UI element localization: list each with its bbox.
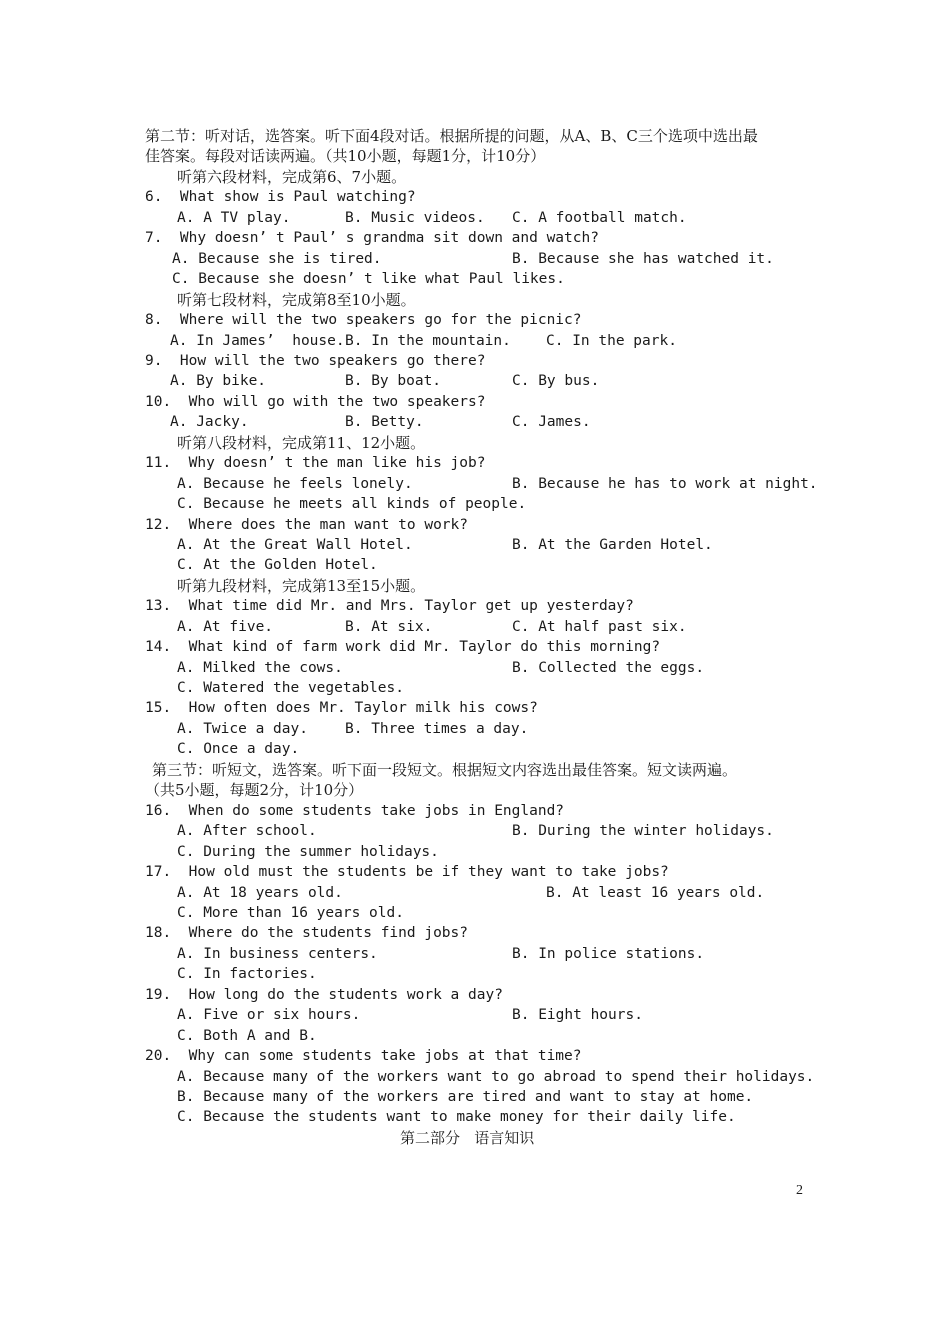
- q10-option-c: C. James.: [512, 414, 591, 430]
- q19-option-a: A. Five or six hours.: [177, 1007, 361, 1023]
- q7-option-b: B. Because she has watched it.: [512, 251, 774, 267]
- q10-option-b: B. Betty.: [345, 414, 424, 430]
- material-7-heading: 听第七段材料，完成第8至10小题。: [177, 291, 416, 309]
- q9-option-a: A. By bike.: [170, 373, 267, 389]
- question-7: 7. Why doesn’ t Paul’ s grandma sit down and watch?: [145, 230, 599, 246]
- q19-option-b: B. Eight hours.: [512, 1007, 643, 1023]
- q14-option-c: C. Watered the vegetables.: [177, 680, 404, 696]
- q20-option-c: C. Because the students want to make money for their daily life.: [177, 1109, 736, 1125]
- q6-option-b: B. Music videos.: [345, 210, 485, 226]
- q11-option-c: C. Because he meets all kinds of people.: [177, 496, 527, 512]
- q15-option-c: C. Once a day.: [177, 741, 300, 757]
- page-number: 2: [796, 1183, 803, 1198]
- q17-option-a: A. At 18 years old.: [177, 885, 343, 901]
- q19-option-c: C. Both A and B.: [177, 1028, 317, 1044]
- section3-instruction-line1: 第三节：听短文，选答案。听下面一段短文。根据短文内容选出最佳答案。短文读两遍。: [152, 761, 738, 779]
- section2-instruction-line2: 佳答案。每段对话读两遍。（共10小题，每题1分，计10分）: [145, 147, 546, 165]
- part2-heading: 第二部分 语言知识: [400, 1129, 535, 1147]
- question-11: 11. Why doesn’ t the man like his job?: [145, 455, 486, 471]
- material-9-heading: 听第九段材料，完成第13至15小题。: [177, 577, 426, 595]
- section2-instruction-line1: 第二节：听对话，选答案。听下面4段对话。根据所提的问题，从A、B、C三个选项中选出最: [145, 127, 758, 145]
- question-15: 15. How often does Mr. Taylor milk his cows?: [145, 700, 538, 716]
- q14-option-b: B. Collected the eggs.: [512, 660, 705, 676]
- q9-option-c: C. By bus.: [512, 373, 600, 389]
- q18-option-b: B. In police stations.: [512, 946, 705, 962]
- q7-option-c: C. Because she doesn’ t like what Paul likes.: [172, 271, 565, 287]
- q16-option-a: A. After school.: [177, 823, 317, 839]
- q14-option-a: A. Milked the cows.: [177, 660, 343, 676]
- q17-option-c: C. More than 16 years old.: [177, 905, 404, 921]
- section3-instruction-line2: （共5小题，每题2分，计10分）: [145, 781, 364, 799]
- question-19: 19. How long do the students work a day?: [145, 987, 503, 1003]
- q15-option-a: A. Twice a day.: [177, 721, 308, 737]
- q20-option-b: B. Because many of the workers are tired and want to stay at home.: [177, 1089, 754, 1105]
- q11-option-a: A. Because he feels lonely.: [177, 476, 413, 492]
- q9-option-b: B. By boat.: [345, 373, 442, 389]
- question-16: 16. When do some students take jobs in England?: [145, 803, 565, 819]
- q12-option-b: B. At the Garden Hotel.: [512, 537, 713, 553]
- q8-option-c: C. In the park.: [546, 333, 677, 349]
- question-14: 14. What kind of farm work did Mr. Taylor do this morning?: [145, 639, 661, 655]
- question-9: 9. How will the two speakers go there?: [145, 353, 486, 369]
- q11-option-b: B. Because he has to work at night.: [512, 476, 818, 492]
- question-8: 8. Where will the two speakers go for the picnic?: [145, 312, 582, 328]
- question-10: 10. Who will go with the two speakers?: [145, 394, 486, 410]
- q18-option-a: A. In business centers.: [177, 946, 378, 962]
- q6-option-a: A. A TV play.: [177, 210, 291, 226]
- q8-option-b: B. In the mountain.: [345, 333, 511, 349]
- question-18: 18. Where do the students find jobs?: [145, 925, 469, 941]
- q12-option-c: C. At the Golden Hotel.: [177, 557, 378, 573]
- q16-option-b: B. During the winter holidays.: [512, 823, 774, 839]
- q10-option-a: A. Jacky.: [170, 414, 249, 430]
- material-6-heading: 听第六段材料，完成第6、7小题。: [177, 168, 407, 186]
- q6-option-c: C. A football match.: [512, 210, 687, 226]
- q16-option-c: C. During the summer holidays.: [177, 844, 439, 860]
- q15-option-b: B. Three times a day.: [345, 721, 529, 737]
- material-8-heading: 听第八段材料，完成第11、12小题。: [177, 434, 426, 452]
- question-13: 13. What time did Mr. and Mrs. Taylor get up yesterday?: [145, 598, 634, 614]
- question-20: 20. Why can some students take jobs at that time?: [145, 1048, 582, 1064]
- q17-option-b: B. At least 16 years old.: [546, 885, 765, 901]
- q13-option-b: B. At six.: [345, 619, 433, 635]
- q8-option-a: A. In James’ house.: [170, 333, 345, 349]
- q20-option-a: A. Because many of the workers want to go abroad to spend their holidays.: [177, 1069, 815, 1085]
- q13-option-c: C. At half past six.: [512, 619, 687, 635]
- q13-option-a: A. At five.: [177, 619, 274, 635]
- q18-option-c: C. In factories.: [177, 966, 317, 982]
- q7-option-a: A. Because she is tired.: [172, 251, 382, 267]
- question-12: 12. Where does the man want to work?: [145, 517, 469, 533]
- question-6: 6. What show is Paul watching?: [145, 189, 416, 205]
- question-17: 17. How old must the students be if they want to take jobs?: [145, 864, 669, 880]
- q12-option-a: A. At the Great Wall Hotel.: [177, 537, 413, 553]
